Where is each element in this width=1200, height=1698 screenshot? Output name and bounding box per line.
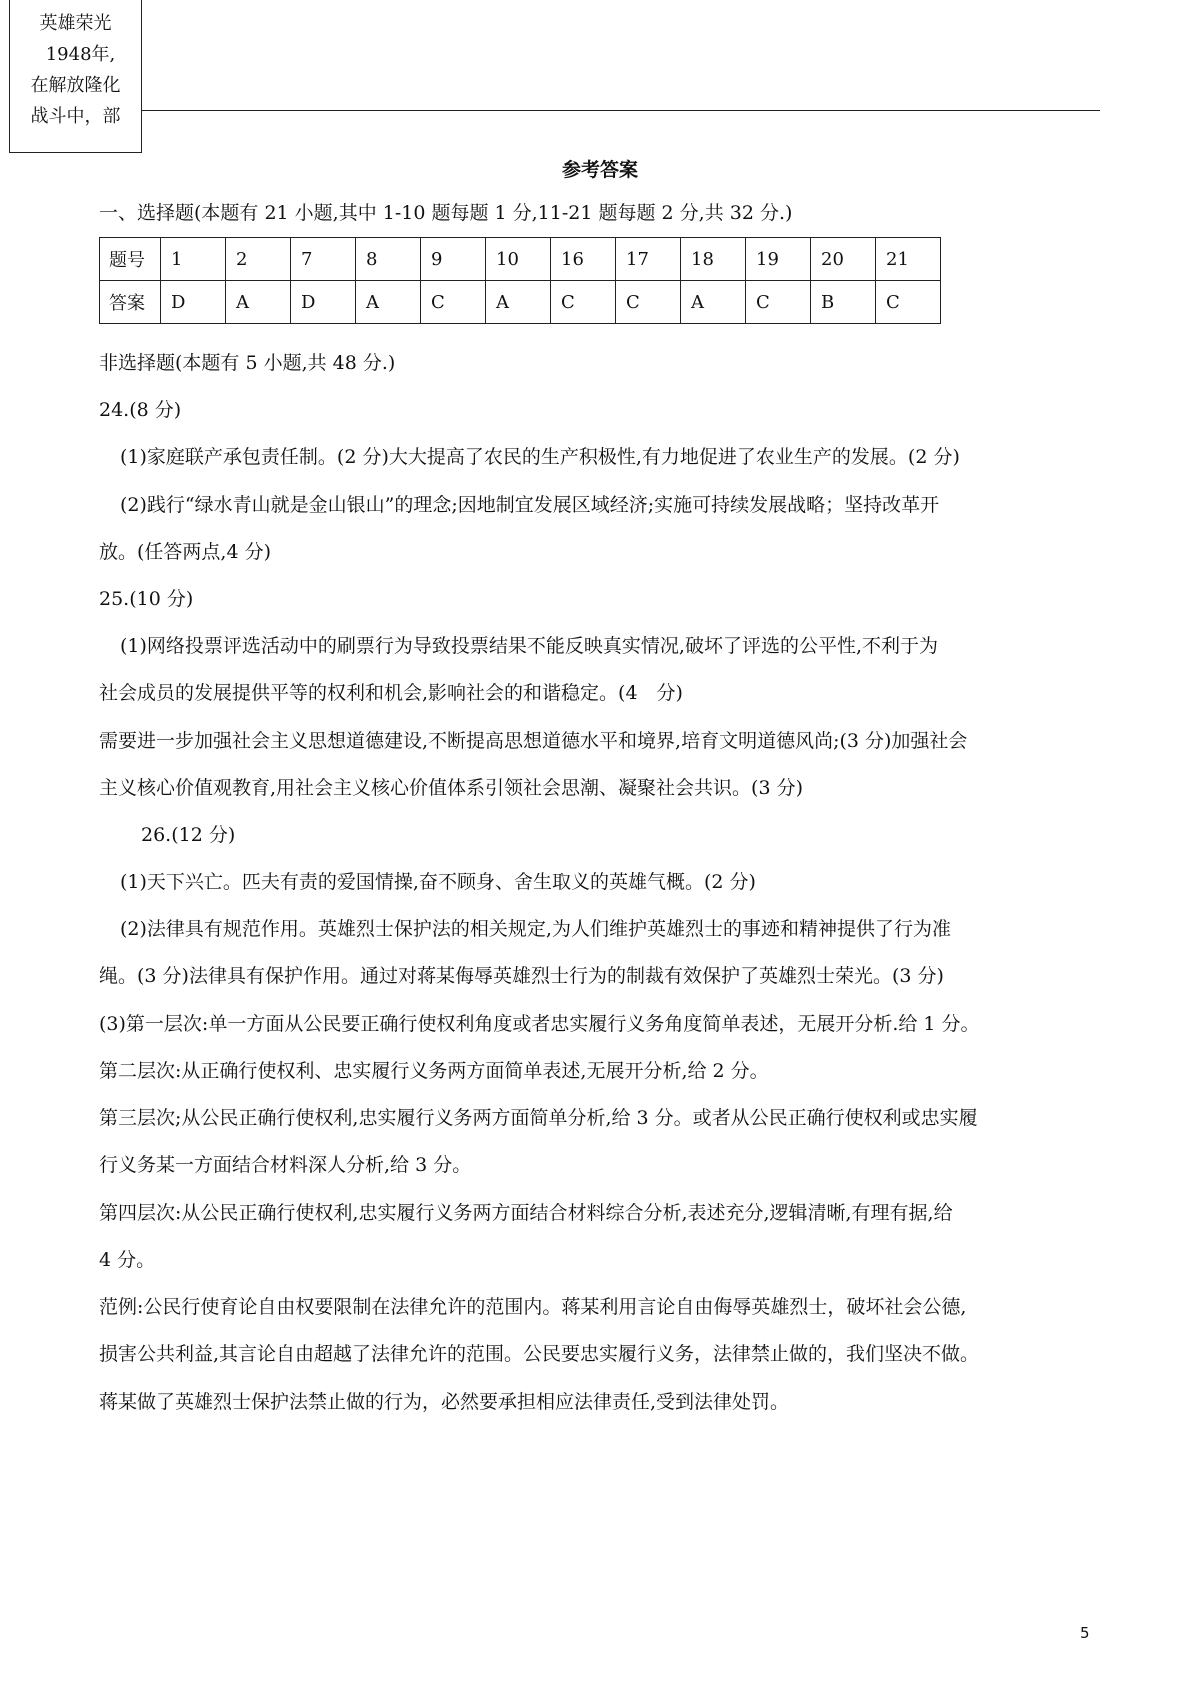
text-line: 行义务某一方面结合材料深人分析,给 3 分。: [99, 1154, 472, 1176]
side-note-box: [9, 0, 142, 153]
text-line: 绳。(3 分)法律具有保护作用。通过对蒋某侮辱英雄烈士行为的制裁有效保护了英雄烈士荣光。(3 分): [99, 965, 944, 987]
row-header: 题号: [100, 238, 161, 281]
text-line: 非选择题(本题有 5 小题,共 48 分.): [99, 352, 396, 374]
text-line: 第三层次;从公民正确行使权利,忠实履行义务两方面简单分析,给 3 分。或者从公民正确行使权利或忠实履: [99, 1107, 978, 1129]
table-row: [100, 238, 941, 281]
text-line: 需要进一步加强社会主义思想道德建设,不断提高思想道德水平和境界,培育文明道德风尚;(3 分)加强社会: [99, 730, 968, 752]
question-number: 19: [746, 238, 811, 281]
question-number: 1: [161, 238, 226, 281]
question-heading: 25.(10 分): [99, 588, 194, 610]
question-number: 17: [616, 238, 681, 281]
question-number: 9: [421, 238, 486, 281]
answer-cell: A: [356, 281, 421, 324]
question-number: 21: [876, 238, 941, 281]
answer-cell: C: [746, 281, 811, 324]
question-number: 2: [226, 238, 291, 281]
text-line: 损害公共利益,其言论自由超越了法律允许的范围。公民要忠实履行义务，法律禁止做的，我们坚决不做。: [99, 1343, 980, 1365]
text-line: 放。(任答两点,4 分): [99, 541, 271, 563]
question-number: 7: [291, 238, 356, 281]
text-line: (3)第一层次:单一方面从公民要正确行使权利角度或者忠实履行义务角度简单表述，无展开分析.给 1 分。: [99, 1013, 980, 1035]
table-row: [100, 281, 941, 324]
text-line: (1)天下兴亡。匹夫有责的爱国情操,奋不顾身、舍生取义的英雄气概。(2 分): [120, 871, 756, 893]
text-line: (2)法律具有规范作用。英雄烈士保护法的相关规定,为人们维护英雄烈士的事迹和精神提供了行为准: [120, 918, 951, 940]
answer-cell: D: [291, 281, 356, 324]
side-note-line: 战斗中，部: [30, 106, 121, 127]
side-note-line: 英雄荣光: [39, 13, 112, 34]
question-number: 20: [811, 238, 876, 281]
text-line: (1)网络投票评选活动中的刷票行为导致投票结果不能反映真实情况,破坏了评选的公平性,不利于为: [120, 635, 938, 657]
text-line: 第二层次:从正确行使权利、忠实履行义务两方面简单表述,无展开分析,给 2 分。: [99, 1060, 769, 1082]
side-note-line: 在解放隆化: [30, 75, 121, 96]
answer-cell: C: [551, 281, 616, 324]
section1-header: 一、选择题(本题有 21 小题,其中 1-10 题每题 1 分,11-21 题每题 2 分,共 32 分.): [99, 202, 793, 224]
page-title: 参考答案: [561, 159, 638, 181]
answer-table: [99, 237, 941, 324]
text-line: (1)家庭联产承包责任制。(2 分)大大提高了农民的生产积极性,有力地促进了农业生产的发展。(2 分): [120, 446, 960, 468]
question-number: 8: [356, 238, 421, 281]
question-number: 18: [681, 238, 746, 281]
text-line: 范例:公民行使育论自由权要限制在法律允许的范围内。蒋某利用言论自由侮辱英雄烈士，破坏社会公德,: [99, 1296, 967, 1318]
answer-cell: A: [681, 281, 746, 324]
question-number: 10: [486, 238, 551, 281]
row-header: 答案: [100, 281, 161, 324]
question-heading: 24.(8 分): [99, 399, 182, 421]
answer-cell: B: [811, 281, 876, 324]
text-line: 蒋某做了英雄烈士保护法禁止做的行为，必然要承担相应法律责任,受到法律处罚。: [99, 1391, 790, 1413]
answer-cell: C: [876, 281, 941, 324]
answer-cell: A: [226, 281, 291, 324]
text-line: 第四层次:从公民正确行使权利,忠实履行义务两方面结合材料综合分析,表述充分,逻辑清晰,有理有据,给: [99, 1202, 953, 1224]
answer-cell: C: [421, 281, 486, 324]
page-number: 5: [1080, 1624, 1090, 1642]
text-line: 社会成员的发展提供平等的权利和机会,影响社会的和谐稳定。(4 分): [99, 682, 683, 704]
text-line: 主义核心价值观教育,用社会主义核心价值体系引领社会思潮、凝聚社会共识。(3 分): [99, 777, 803, 799]
header-rule: [142, 110, 1100, 111]
answer-cell: C: [616, 281, 681, 324]
text-line: 4 分。: [99, 1249, 156, 1271]
question-heading: 26.(12 分): [141, 824, 236, 846]
answer-cell: A: [486, 281, 551, 324]
question-number: 16: [551, 238, 616, 281]
side-note-line: 1948年,: [45, 44, 116, 65]
text-line: (2)践行“绿水青山就是金山银山”的理念;因地制宜发展区域经济;实施可持续发展战略；坚持改革开: [120, 494, 940, 516]
answer-cell: D: [161, 281, 226, 324]
